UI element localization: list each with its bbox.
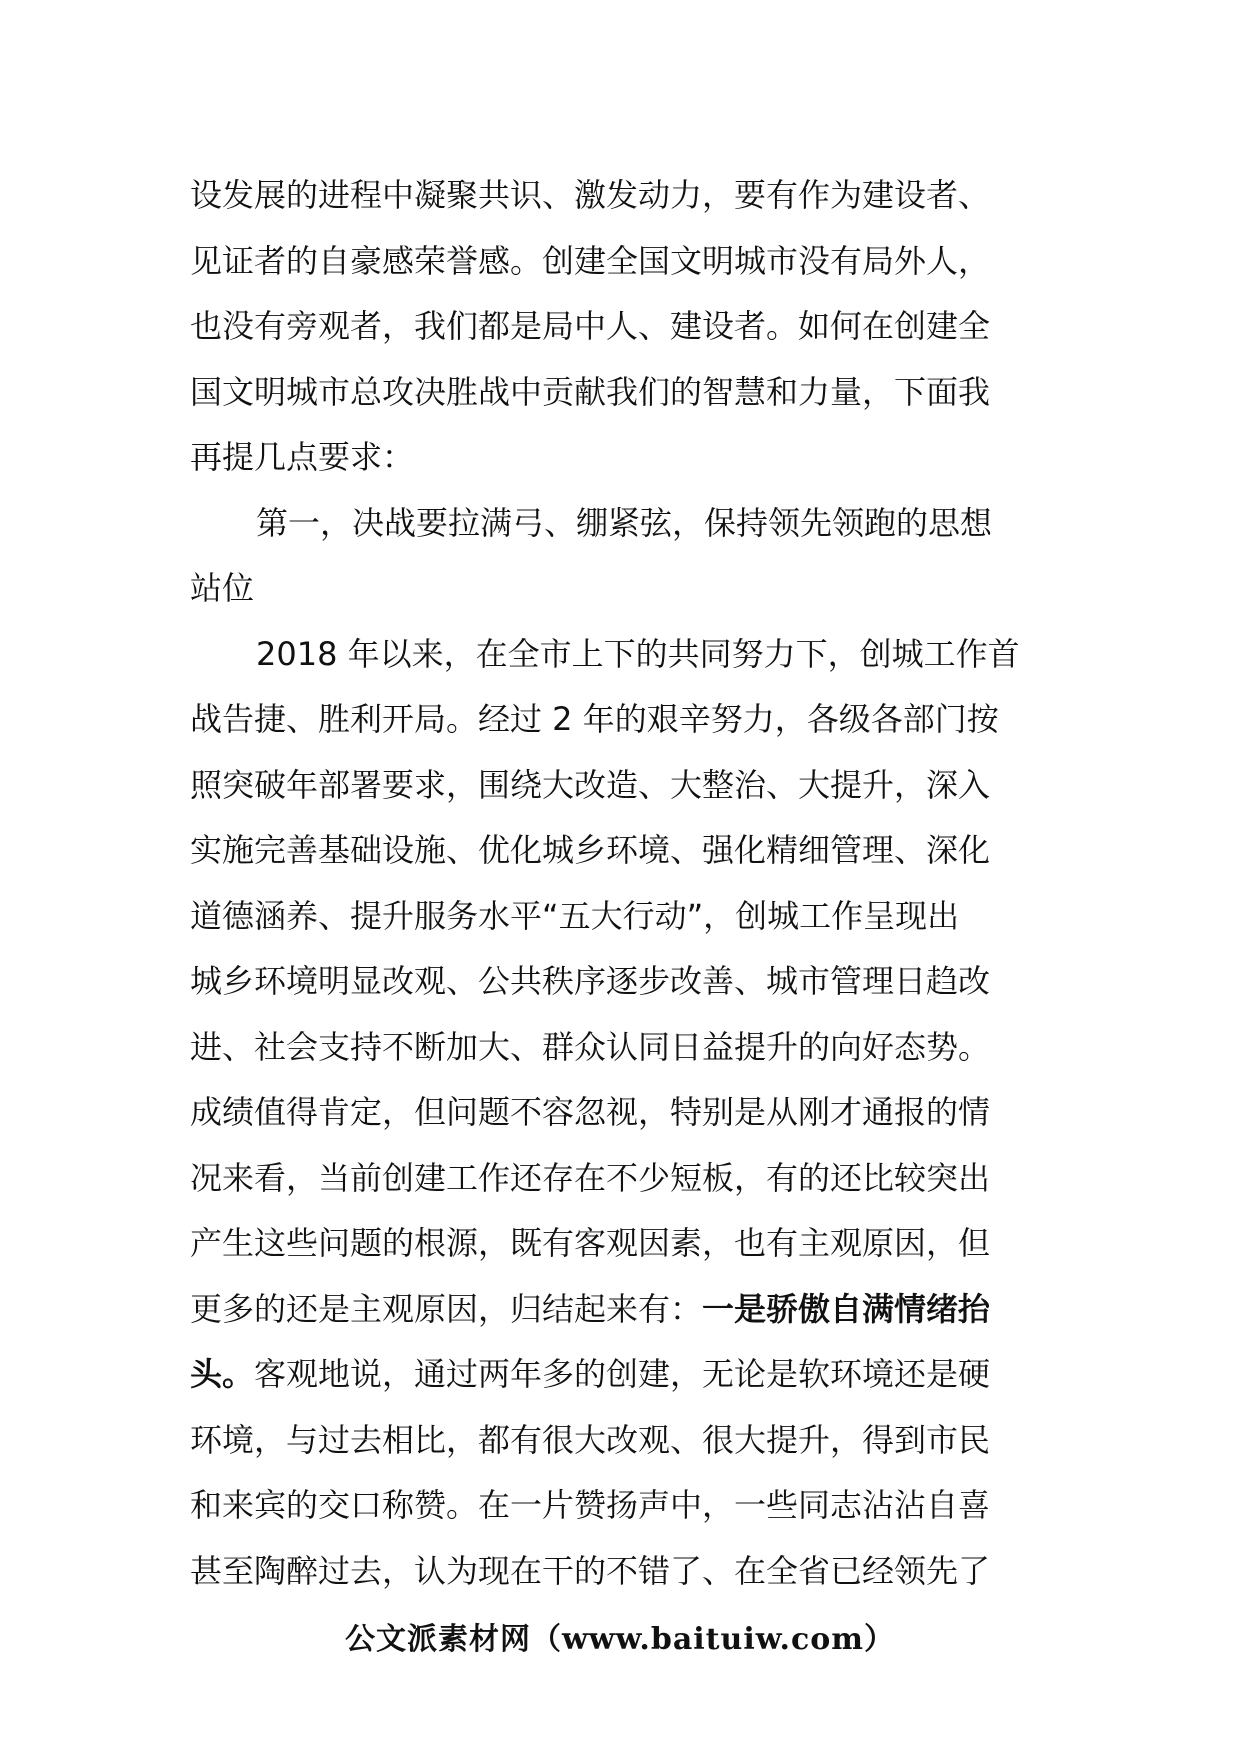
text-line: 2018 年以来，在全市上下的共同努力下，创城工作首 <box>256 634 1020 673</box>
bold-segment: 头。 <box>190 1355 255 1393</box>
section-heading-cont: 站位 <box>190 569 255 607</box>
bold-segment: 一是骄傲自满情绪抬 <box>702 1289 991 1328</box>
text-segment: 客观地说，通过两年多的创建，无论是软环境还是硬 <box>254 1355 991 1393</box>
body-text <box>190 163 1060 1604</box>
text-line: 实施完善基础设施、优化城乡环境、强化精细管理、深化 <box>190 831 991 869</box>
text-segment: 更多的还是主观原因，归结起来有： <box>190 1289 703 1328</box>
text-line-mixed <box>190 1342 1060 1408</box>
text-line: 再提几点要求： <box>190 438 415 476</box>
footer-watermark: 公文派素材网（www.baituiw.com） <box>344 1622 896 1657</box>
text-line: 战告捷、胜利开局。经过 2 年的艰辛努力，各级各部门按 <box>190 700 999 738</box>
text-line-mixed <box>190 1277 1060 1343</box>
text-line: 道德涵养、提升服务水平“五大行动”，创城工作呈现出 <box>190 896 960 935</box>
text-line: 设发展的进程中凝聚共识、激发动力，要有作为建设者、 <box>190 176 991 214</box>
text-line: 国文明城市总攻决胜战中贡献我们的智慧和力量，下面我 <box>190 372 991 411</box>
text-line: 甚至陶醉过去，认为现在干的不错了、在全省已经领先了 <box>190 1551 991 1590</box>
text-line: 照突破年部署要求，围绕大改造、大整治、大提升，深入 <box>190 765 991 804</box>
text-line: 和来宾的交口称赞。在一片赞扬声中，一些同志沾沾自喜 <box>190 1486 991 1524</box>
text-line: 城乡环境明显改观、公共秩序逐步改善、城市管理日趋改 <box>190 962 991 1000</box>
text-line: 见证者的自豪感荣誉感。创建全国文明城市没有局外人， <box>190 241 991 280</box>
text-line: 成绩值得肯定，但问题不容忽视，特别是从刚才通报的情 <box>190 1093 991 1131</box>
text-line: 产生这些问题的根源，既有客观因素，也有主观原因，但 <box>190 1224 991 1262</box>
text-line: 况来看，当前创建工作还存在不少短板，有的还比较突出 <box>190 1158 991 1197</box>
text-line: 进、社会支持不断加大、群众认同日益提升的向好态势。 <box>190 1027 991 1066</box>
text-line: 也没有旁观者，我们都是局中人、建设者。如何在创建全 <box>190 307 991 345</box>
text-line: 环境，与过去相比，都有很大改观、很大提升，得到市民 <box>190 1420 991 1459</box>
section-heading: 第一，决战要拉满弓、绷紧弦，保持领先领跑的思想 <box>256 503 993 542</box>
